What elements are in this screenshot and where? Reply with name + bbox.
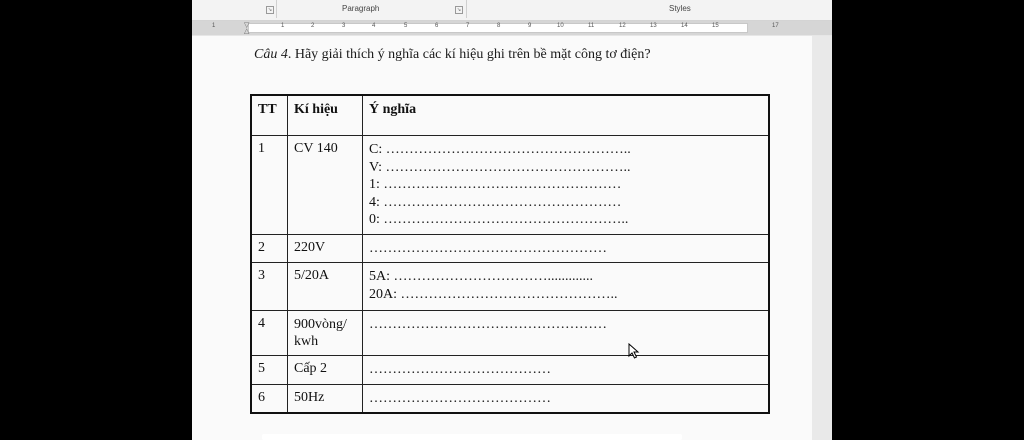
- paragraph-dialog-launcher-icon[interactable]: ↘: [456, 7, 462, 13]
- meaning-line: 1: ……………………………………………: [369, 177, 622, 192]
- table-row: [251, 234, 769, 263]
- cell-symbol: 220V: [288, 234, 363, 263]
- page-footer-highlight: [262, 434, 682, 440]
- meaning-line: 0: ……………………………………………..: [369, 212, 629, 227]
- cell-symbol: Cấp 2: [288, 356, 363, 385]
- ruler-number: 12: [619, 23, 626, 29]
- ruler-number: 5: [404, 23, 408, 29]
- meaning-line: …………………………………: [369, 390, 551, 406]
- table-row: [251, 311, 769, 356]
- ruler-number: 1: [281, 23, 285, 29]
- question-label: Câu 4: [254, 47, 288, 62]
- meaning-line: ……………………………………………: [369, 240, 607, 256]
- question-text: . Hãy giải thích ý nghĩa các kí hiệu ghi trên bề mặt công tơ điện?: [287, 47, 651, 62]
- question-heading: [254, 47, 651, 63]
- cell-symbol: 900vòng/ kwh: [288, 311, 363, 356]
- cell-meaning: [363, 311, 770, 356]
- meaning-line: 5A: …………………………….............: [369, 269, 593, 284]
- meaning-line: C: ……………………………………………..: [369, 142, 631, 157]
- mouse-cursor-icon: [628, 343, 640, 359]
- cell-symbol: 5/20A: [288, 263, 363, 311]
- ribbon-separator: [276, 0, 277, 18]
- document-page[interactable]: [192, 36, 812, 440]
- meaning-line: ……………………………………………: [369, 317, 607, 332]
- indent-marker-icon[interactable]: ▽ △: [244, 21, 250, 35]
- table-header-row: [251, 95, 769, 136]
- ribbon: [192, 0, 832, 21]
- cell-tt: 4: [251, 311, 288, 356]
- cell-tt: 3: [251, 263, 288, 311]
- table-row: [251, 356, 769, 385]
- cell-tt: 2: [251, 234, 288, 263]
- ruler-number: 3: [342, 23, 346, 29]
- cell-meaning: [363, 136, 770, 235]
- ruler-number: 6: [435, 23, 439, 29]
- cell-tt: 5: [251, 356, 288, 385]
- header-symbol: Kí hiệu: [288, 95, 363, 136]
- meaning-line: …………………………………: [369, 362, 551, 377]
- ruler-number: 7: [466, 23, 470, 29]
- table-row: [251, 384, 769, 413]
- ruler-number: 17: [772, 23, 779, 29]
- cell-meaning: [363, 384, 770, 413]
- ruler-number: 1: [212, 23, 216, 29]
- ruler-number: 15: [712, 23, 719, 29]
- table-row: [251, 263, 769, 311]
- cell-tt: 1: [251, 136, 288, 235]
- meaning-line: 4: ……………………………………………: [369, 194, 622, 210]
- table-row: [251, 136, 769, 235]
- ribbon-group-styles: Styles: [669, 4, 691, 13]
- ruler-number: 2: [311, 23, 315, 29]
- dialog-launcher-icon[interactable]: ↘: [267, 7, 273, 13]
- horizontal-ruler[interactable]: [192, 21, 832, 35]
- ruler-number: 8: [497, 23, 501, 29]
- ribbon-group-paragraph: Paragraph: [342, 4, 380, 13]
- ribbon-separator: [466, 0, 467, 18]
- word-window: [192, 0, 832, 440]
- header-meaning: Ý nghĩa: [363, 95, 770, 136]
- ruler-number: 13: [650, 23, 657, 29]
- ruler-number: 14: [681, 23, 688, 29]
- vertical-scrollbar[interactable]: [812, 36, 832, 440]
- cell-symbol: 50Hz: [288, 384, 363, 413]
- ruler-number: 4: [372, 23, 376, 29]
- meter-symbols-table: [250, 94, 770, 414]
- meaning-line: 20A: ………………………………………..: [369, 286, 618, 302]
- ruler-number: 11: [588, 23, 595, 29]
- cell-symbol: CV 140: [288, 136, 363, 235]
- cell-tt: 6: [251, 384, 288, 413]
- cell-meaning: [363, 356, 770, 385]
- cell-meaning: [363, 234, 770, 263]
- ruler-number: 10: [557, 23, 564, 29]
- cell-meaning: [363, 263, 770, 311]
- ruler-number: 9: [528, 23, 532, 29]
- header-tt: TT: [251, 95, 288, 136]
- meaning-line: V: ……………………………………………..: [369, 159, 631, 175]
